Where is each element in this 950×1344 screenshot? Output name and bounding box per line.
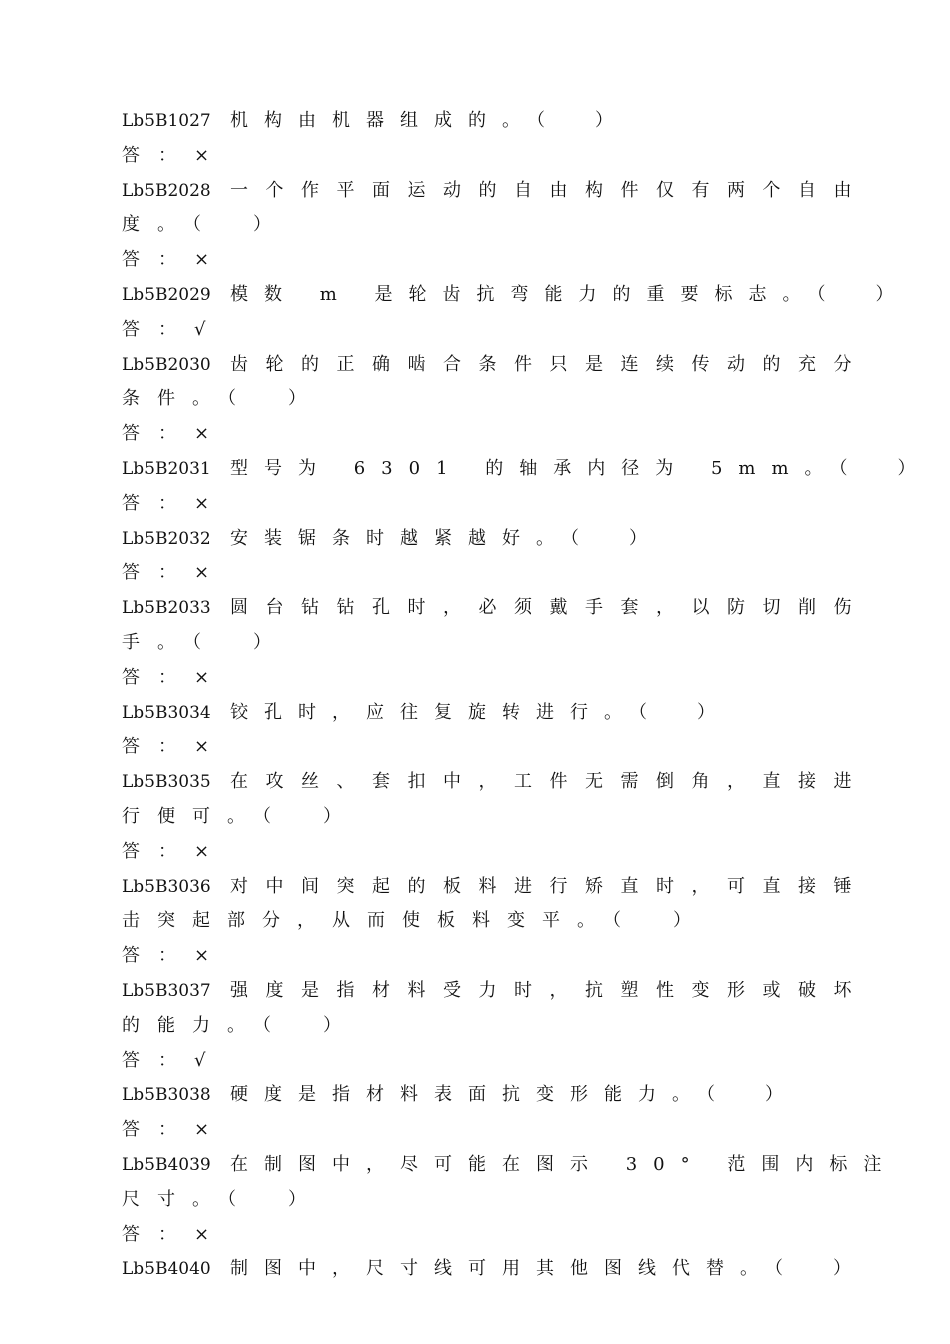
answer-mark: × [194, 1223, 228, 1245]
question-id: Lb5B2028 [122, 180, 211, 201]
question-id: Lb5B4039 [122, 1154, 211, 1175]
answer-line [122, 730, 852, 765]
answer-label: 答： [122, 666, 194, 688]
answer-mark: × [194, 562, 228, 584]
answer-label: 答： [122, 423, 194, 445]
question-line [122, 974, 869, 1009]
question-text: 型号为 6301 的轴承内径为 5mm。（ ） [230, 457, 932, 479]
question-id: Lb5B2032 [122, 528, 211, 549]
question-line [122, 348, 869, 383]
question-line [122, 1252, 867, 1287]
question-id: Lb5B4040 [122, 1259, 211, 1280]
answer-mark: × [194, 945, 228, 967]
answer-line [122, 556, 852, 591]
question-line [122, 104, 852, 139]
question-id: Lb5B3038 [122, 1085, 211, 1106]
answer-line [122, 1044, 852, 1079]
question-text: 铰孔时，应往复旋转进行。（ ） [230, 701, 731, 723]
question-text: 强度是指材料受力时，抗塑性变形或破坏 [230, 979, 869, 1001]
answer-label: 答： [122, 840, 194, 862]
question-text: 机构由机器组成的。（ ） [230, 110, 629, 131]
answer-line [122, 835, 852, 870]
answer-label: 答： [122, 318, 194, 340]
question-text: 安装锯条时越紧越好。（ ） [230, 527, 663, 549]
answer-mark: √ [194, 318, 224, 340]
answer-mark: × [194, 144, 228, 166]
question-id: Lb5B2030 [122, 354, 211, 375]
answer-mark: × [194, 666, 228, 688]
answer-mark: × [194, 423, 228, 445]
question-continuation: 条件。（ ） [122, 388, 323, 410]
question-continuation: 度。（ ） [122, 214, 288, 236]
question-line [122, 278, 910, 313]
answer-label: 答： [122, 736, 194, 758]
answer-mark: × [194, 736, 228, 758]
question-text: 齿轮的正确啮合条件只是连续传动的充分 [230, 353, 869, 375]
question-id: Lb5B3034 [122, 702, 211, 723]
question-id: Lb5B3035 [122, 772, 211, 793]
question-continuation: 手。（ ） [122, 631, 288, 653]
answer-mark: × [194, 249, 228, 271]
question-line [122, 591, 869, 626]
question-text: 制图中，尺寸线可用其他图线代替。（ ） [230, 1258, 867, 1280]
answer-line [122, 243, 852, 278]
question-continuation: 尺寸。（ ） [122, 1188, 323, 1210]
question-line [122, 1148, 898, 1183]
answer-label: 答： [122, 562, 194, 584]
question-text: 模数 m 是轮齿抗弯能力的重要标志。（ ） [230, 283, 910, 305]
question-line [122, 1078, 852, 1113]
answer-label: 答： [122, 1049, 194, 1071]
answer-label: 答： [122, 945, 194, 967]
question-list [122, 104, 932, 1287]
answer-line [122, 661, 852, 696]
question-id: Lb5B2031 [122, 458, 211, 479]
answer-mark: × [194, 492, 228, 514]
answer-mark: × [194, 1119, 228, 1141]
answer-label: 答： [122, 249, 194, 271]
answer-label: 答： [122, 1119, 194, 1141]
question-text: 在制图中，尽可能在图示 30° 范围内标注 [230, 1153, 898, 1175]
answer-line [122, 487, 852, 522]
answer-line [122, 1113, 852, 1148]
question-text: 在攻丝、套扣中，工件无需倒角，直接进 [230, 771, 869, 793]
question-text: 硬度是指材料表面抗变形能力。（ ） [230, 1084, 799, 1106]
question-line [122, 765, 869, 800]
question-id: Lb5B2029 [122, 284, 211, 305]
answer-label: 答： [122, 1223, 194, 1245]
question-continuation: 击突起部分，从而使板料变平。（ ） [122, 910, 708, 932]
question-line [122, 696, 852, 731]
question-text: 对中间突起的板料进行矫直时，可直接锤 [230, 875, 869, 897]
answer-line [122, 313, 852, 348]
question-line [122, 174, 869, 209]
question-text: 一个作平面运动的自由构件仅有两个自由 [230, 179, 869, 201]
question-id: Lb5B1027 [122, 111, 211, 131]
answer-line [122, 417, 852, 452]
answer-label: 答： [122, 492, 194, 514]
answer-label: 答： [122, 144, 194, 166]
question-text: 圆台钻钻孔时，必须戴手套，以防切削伤 [230, 597, 869, 619]
question-continuation: 的能力。（ ） [122, 1014, 358, 1036]
question-line [122, 522, 852, 557]
answer-line [122, 139, 852, 174]
question-id: Lb5B3037 [122, 980, 211, 1001]
answer-line [122, 939, 852, 974]
answer-mark: √ [194, 1049, 224, 1071]
question-id: Lb5B2033 [122, 598, 211, 619]
question-line [122, 870, 869, 905]
answer-mark: × [194, 840, 228, 862]
question-continuation: 行便可。（ ） [122, 805, 358, 827]
question-id: Lb5B3036 [122, 876, 211, 897]
answer-line [122, 1218, 852, 1253]
question-line [122, 452, 932, 487]
